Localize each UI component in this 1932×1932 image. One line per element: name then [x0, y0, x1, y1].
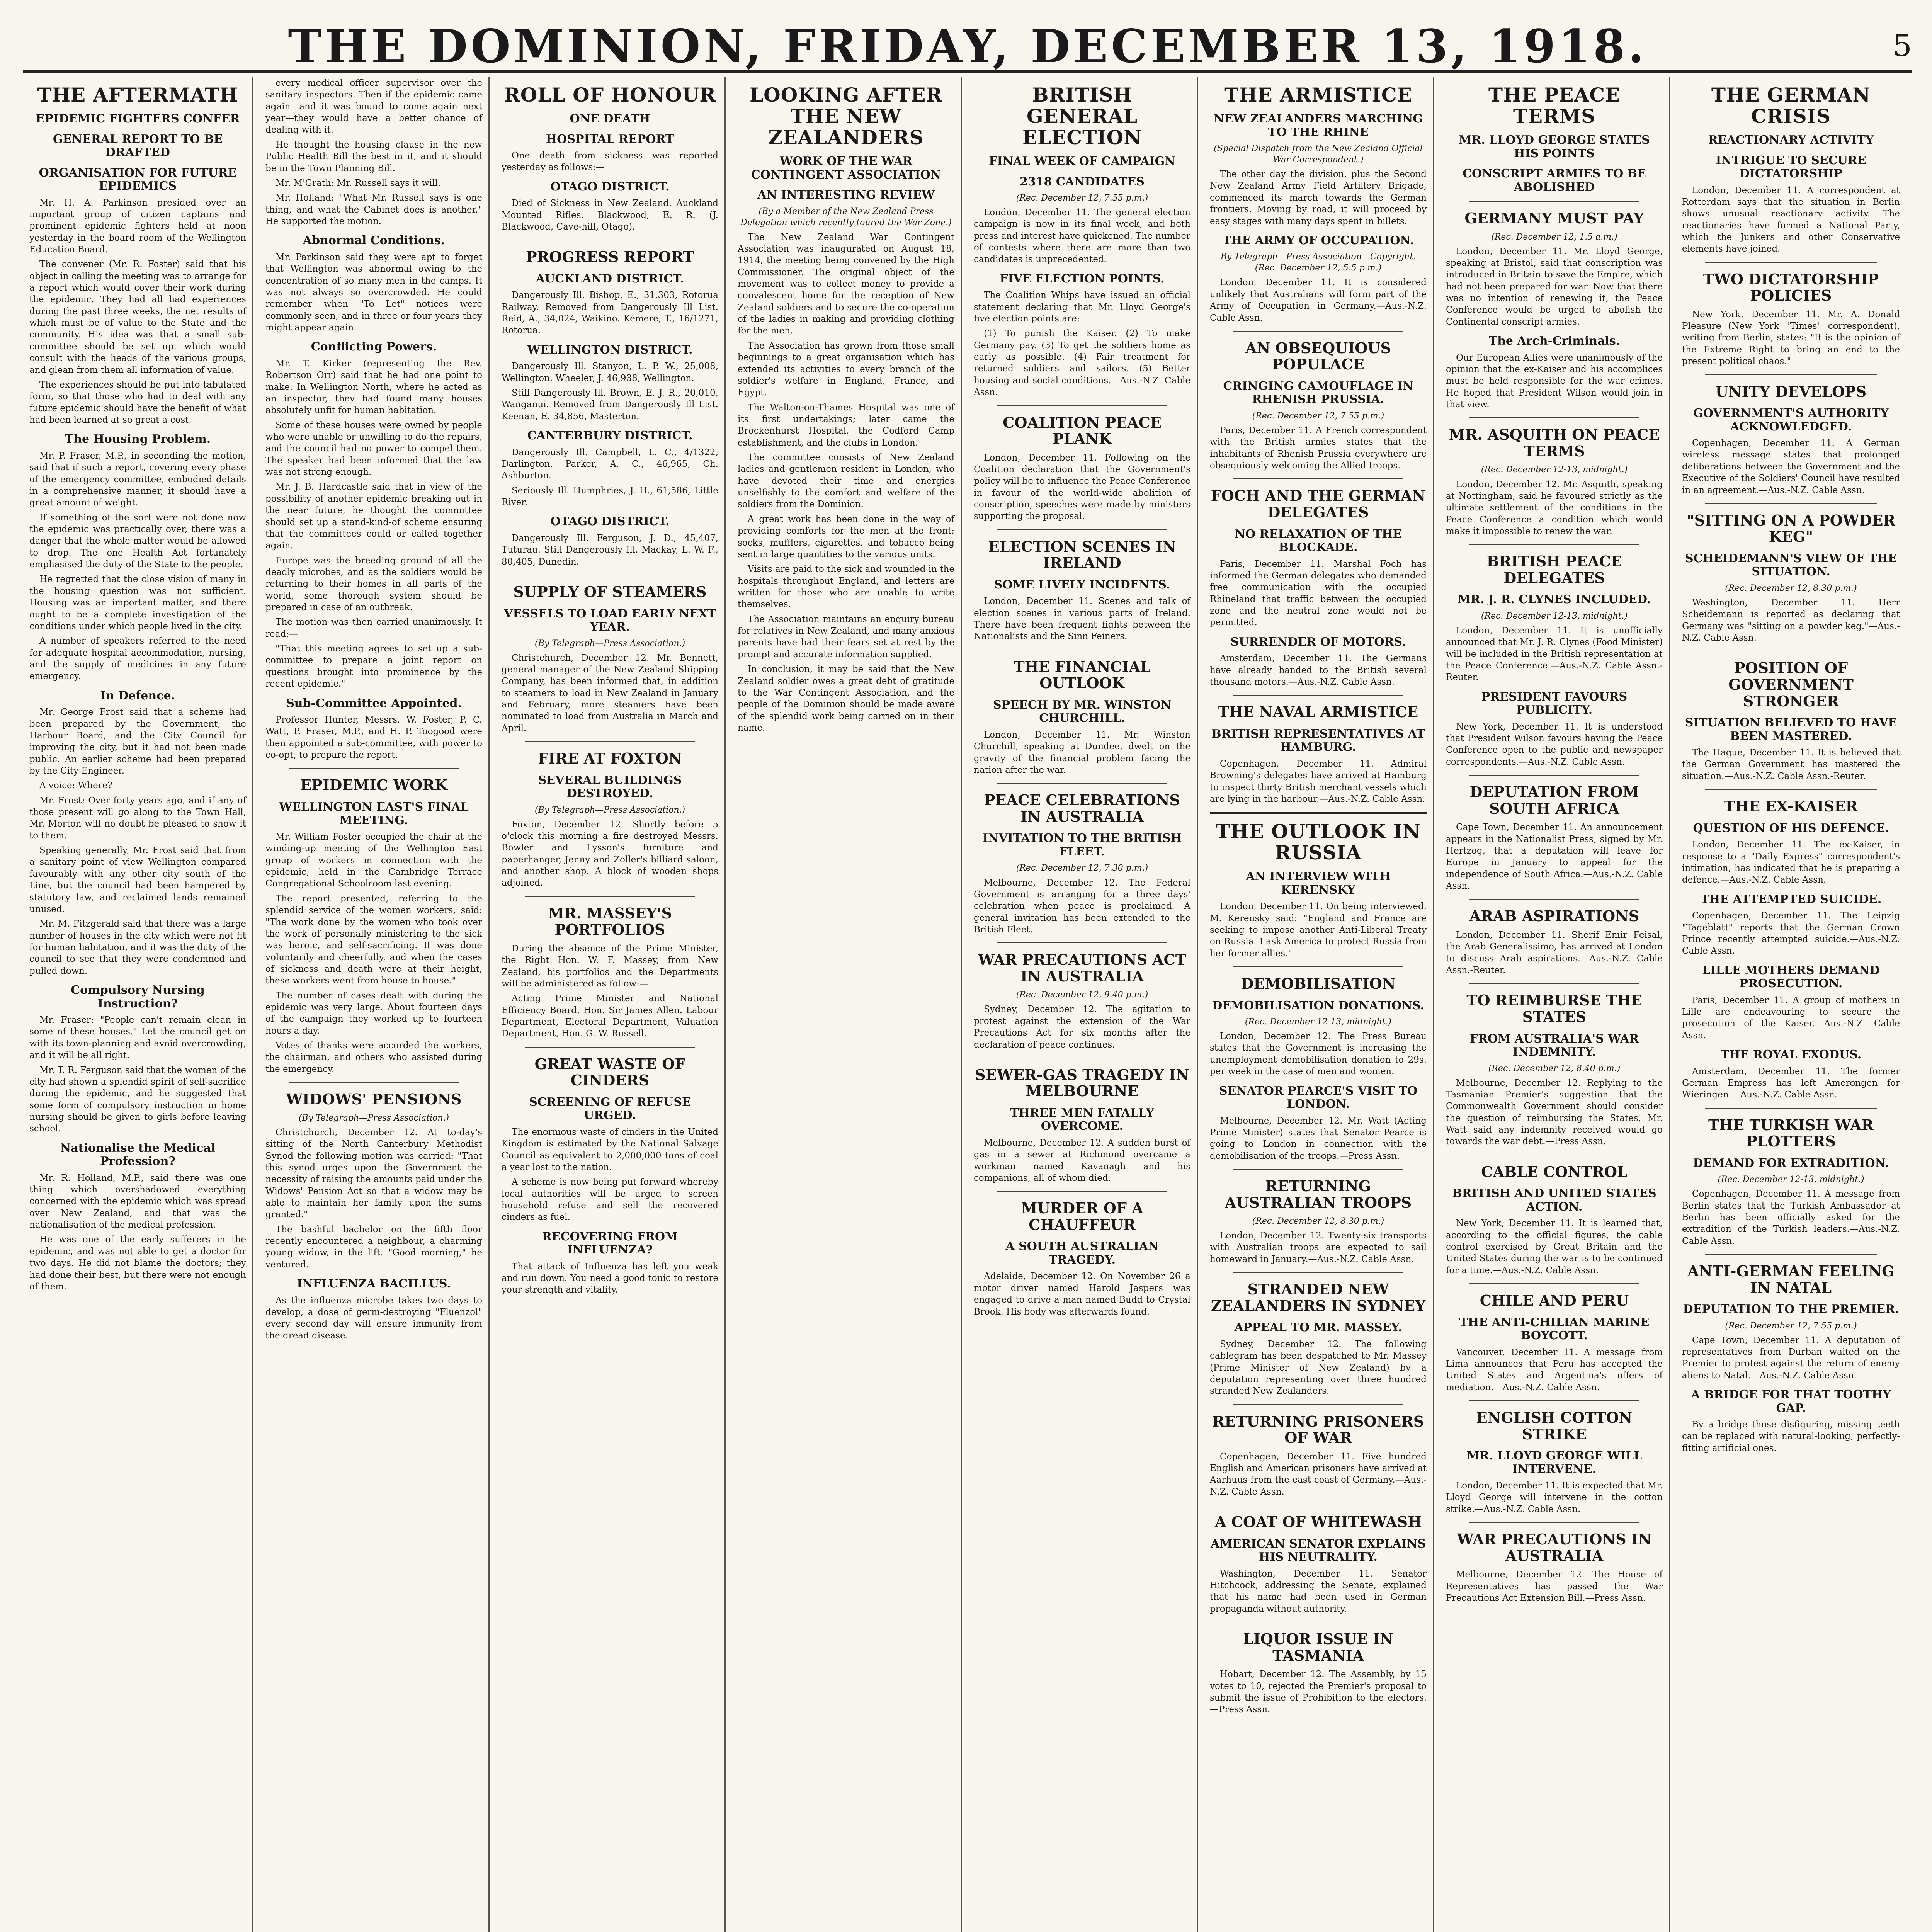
article-heading: WAR PRECAUTIONS IN AUSTRALIA: [1457, 1531, 1652, 1565]
subheading: OTAGO DISTRICT.: [550, 515, 670, 529]
article-paragraph: New York, December 11. Mr. A. Donald Pleasure (New York "Times" correspondent), writing from Berlin, states: "It is the opinion of the Extreme Right to bring an end to the present political chaos.": [1682, 309, 1900, 367]
article-paragraph: London, December 11. On being interviewed, M. Kerensky said: "England and France are seeking to impose another Anti-Liberal Treaty on Russia. I ask America to protect Russia from her former allies.": [1210, 901, 1427, 959]
article-paragraph: Sydney, December 12. The following cablegram has been despatched to Mr. Massey (Prime Minister of New Zealand) by a deputation representing over three hundred stranded New Zealanders.: [1210, 1339, 1427, 1396]
article-paragraph: During the absence of the Prime Minister, the Right Hon. W. F. Massey, from New Zealand, his portfolios and the Departments will be administered as follow:—: [502, 943, 718, 989]
article-heading: TO REIMBURSE THE STATES: [1466, 992, 1642, 1026]
article-heading: DEMOBILISATION: [1241, 975, 1396, 993]
article-divider: [1233, 1404, 1403, 1405]
article-divider: [1233, 1169, 1403, 1170]
article-paragraph: Amsterdam, December 11. The former German Empress has left Amerongen for Wieringen.—Aus.-N.Z. Cable Assn.: [1682, 1066, 1900, 1100]
dateline: (By Telegraph—Press Association.): [534, 805, 685, 815]
subheading: AN INTERESTING REVIEW: [757, 188, 935, 202]
subheading: DEMOBILISATION DONATIONS.: [1212, 998, 1424, 1012]
article-paragraph: Professor Hunter, Messrs. W. Foster, P. C. Watt, P. Fraser, M.P., and H. P. Toogood were then appointed a sub-committee, with power to co-opt, to prepare the report.: [265, 715, 482, 760]
subheading: GENERAL REPORT TO BE DRAFTED: [53, 132, 223, 159]
article-heading: RETURNING PRISONERS OF WAR: [1212, 1412, 1424, 1447]
article-heading: ANTI-GERMAN FEELING IN NATAL: [1687, 1262, 1895, 1296]
article-paragraph: London, December 12. Mr. Asquith, speaking at Nottingham, said he favoured strictly as the ultimate settlement of the conditions in the Peace Conference a condition which would make it impossible to renew the war.: [1446, 479, 1663, 536]
headline: BRITISH GENERAL ELECTION: [1022, 83, 1142, 149]
subheading: FIVE ELECTION POINTS.: [1000, 272, 1165, 286]
article-divider: [1469, 1400, 1639, 1401]
article-heading: ARAB ASPIRATIONS: [1469, 907, 1639, 925]
subheading: FINAL WEEK OF CAMPAIGN: [989, 155, 1175, 168]
article-paragraph: Mr. George Frost said that a scheme had been prepared by the Government, the Harbour Board, and the City Council for improving the city, but it had not been made public. An earlier scheme had been prepared by the City Engineer.: [29, 707, 246, 776]
columns-container: [23, 77, 1912, 1932]
article-paragraph: As the influenza microbe takes two days to develop, a dose of germ-destroying "Fluenzol" every second day will ensure immunity from the dread disease.: [265, 1295, 482, 1341]
article-heading: MR. ASQUITH ON PEACE TERMS: [1449, 426, 1660, 460]
article-divider: [1233, 1272, 1403, 1273]
article-paragraph: Mr. M. Fitzgerald said that there was a large number of houses in the city which were not fit for human habitation, and it was the duty of the council to see that they were condemned and pulled down.: [29, 919, 246, 976]
subheading: SCHEIDEMANN'S VIEW OF THE SITUATION.: [1685, 551, 1897, 579]
article-heading: MURDER OF A CHAUFFEUR: [1021, 1199, 1143, 1233]
subheading: A SOUTH AUSTRALIAN TRAGEDY.: [1005, 1240, 1159, 1267]
article-paragraph: One death from sickness was reported yesterday as follows:—: [502, 151, 718, 173]
subheading: PRESIDENT FAVOURS PUBLICITY.: [1481, 690, 1628, 717]
headline: THE ARMISTICE: [1224, 83, 1412, 106]
article-paragraph: Melbourne, December 12. Mr. Watt (Acting Prime Minister) states that Senator Pearce is going to London in connection with the demobilisation of the troops.—Press Assn.: [1210, 1116, 1427, 1161]
dateline: (Rec. December 12, 7.55 p.m.): [1725, 1321, 1857, 1331]
article-paragraph: The Association maintains an enquiry bureau for relatives in New Zealand, and many anxious parents have had their fears set at rest by the prompt and accurate information supplied.: [738, 614, 954, 660]
subheading: The Arch-Criminals.: [1488, 334, 1620, 348]
article-heading: FOCH AND THE GERMAN DELEGATES: [1211, 487, 1426, 521]
article-heading: THE FINANCIAL OUTLOOK: [1014, 658, 1151, 692]
headline: LOOKING AFTER THE NEW ZEALANDERS: [749, 83, 943, 149]
headline: THE OUTLOOK IN RUSSIA: [1216, 820, 1421, 864]
article-paragraph: Seriously Ill. Humphries, J. H., 61,586, Little River.: [502, 485, 718, 508]
subheading: SEVERAL BUILDINGS DESTROYED.: [538, 773, 682, 801]
article-heading: THE EX-KAISER: [1724, 798, 1858, 815]
article-paragraph: The Coalition Whips have issued an official statement declaring that Mr. Lloyd George's five election points are:: [974, 290, 1190, 324]
subheading: EPIDEMIC FIGHTERS CONFER: [36, 112, 240, 126]
article-paragraph: Foxton, December 12. Shortly before 5 o'clock this morning a fire destroyed Messrs. Bowler and Lysson's furniture and paperhanger, Jenny and Zoller's billiard saloon, and another shop. A block of wooden shops adjoined.: [502, 819, 718, 888]
subheading: THE ANTI-CHILIAN MARINE BOYCOTT.: [1459, 1315, 1650, 1343]
dateline: (Rec. December 12, 7.55 p.m.): [1252, 411, 1384, 421]
article-heading: THE TURKISH WAR PLOTTERS: [1708, 1116, 1874, 1150]
article-heading: UNITY DEVELOPS: [1715, 383, 1867, 400]
article-divider: [997, 405, 1167, 406]
article-paragraph: London, December 11. A correspondent at Rotterdam says that the situation in Berlin shows unusual reactionary activity. The reactionaries have formed a National Party, which the Junkers and other Conservative elements have joined.: [1682, 185, 1900, 254]
article-divider: [289, 768, 459, 769]
article-divider: [1469, 417, 1639, 418]
article-heading: MR. MASSEY'S PORTFOLIOS: [548, 904, 672, 939]
subheading: SPEECH BY MR. WINSTON CHURCHILL.: [993, 698, 1172, 725]
article-paragraph: Mr. T. R. Ferguson said that the women of the city had shown a splendid spirit of self-sacrifice during the epidemic, and he suggested that some form of compulsory instruction in home nursing should be given to girls before leaving school.: [29, 1065, 246, 1134]
article-paragraph: Our European Allies were unanimously of the opinion that the ex-Kaiser and his accomplices must be held responsible for the war crimes. He hoped that President Wilson would join in that view.: [1446, 352, 1663, 410]
article-heading: BRITISH PEACE DELEGATES: [1486, 553, 1622, 587]
article-heading: LIQUOR ISSUE IN TASMANIA: [1243, 1630, 1393, 1664]
subheading: WELLINGTON DISTRICT.: [527, 343, 693, 357]
article-paragraph: A number of speakers referred to the need for adequate hospital accommodation, nursing, and the supply of medicines in any future emergency.: [29, 636, 246, 682]
column-3: [495, 77, 726, 1932]
headline: THE PEACE TERMS: [1488, 83, 1621, 128]
article-heading: DEPUTATION FROM SOUTH AFRICA: [1469, 783, 1639, 817]
subheading: CONSCRIPT ARMIES TO BE ABOLISHED: [1463, 167, 1646, 194]
subheading: MR. LLOYD GEORGE STATES HIS POINTS: [1459, 133, 1650, 160]
subheading: MR. J. R. CLYNES INCLUDED.: [1458, 593, 1651, 607]
subheading: The Housing Problem.: [65, 432, 211, 446]
article-heading: "SITTING ON A POWDER KEG": [1686, 511, 1896, 546]
subheading: THREE MEN FATALLY OVERCOME.: [1010, 1106, 1154, 1133]
article-paragraph: Copenhagen, December 11. A German wireless message states that prolonged deliberations between the Government and the Executive of the Soldiers' Council have resulted in an agreement.—Aus.-N.Z. Cable Assn.: [1682, 438, 1900, 495]
subheading: QUESTION OF HIS DEFENCE.: [1693, 821, 1889, 835]
article-paragraph: The bashful bachelor on the fifth floor recently encountered a neighbour, a charming young widow, in the lift. "Good morning," he ventured.: [265, 1224, 482, 1270]
article-paragraph: London, December 11. Following on the Coalition declaration that the Government's policy will be to influence the Peace Conference in favour of the world-wide abolition of conscription, speeches were made by ministers supporting the proposal.: [974, 452, 1190, 522]
article-divider: [1705, 1108, 1877, 1109]
article-paragraph: He regretted that the close vision of many in the housing question was not sufficient. Housing was an important matter, and there ought to be a complete investigation of the conditions under which people lived in the city.: [29, 574, 246, 631]
article-paragraph: London, December 11. The general election campaign is now in its final week, and both press and interest have quickened. The number of contests where there are more than two candidates is unprecedented.: [974, 207, 1190, 265]
article-paragraph: Adelaide, December 12. On November 26 a motor driver named Harold Jaspers was engaged to drive a man named Budd to Crystal Brook. His body was afterwards found.: [974, 1271, 1190, 1317]
dateline: (Rec. December 12-13, midnight.): [1245, 1017, 1392, 1027]
article-paragraph: The Walton-on-Thames Hospital was one of its first undertakings; later came the Brockenhurst Hospital, the Codford Camp establishment, and the clubs in London.: [738, 402, 954, 448]
masthead: [23, 15, 1912, 73]
article-paragraph: Vancouver, December 11. A message from Lima announces that Peru has accepted the United States and Argentina's offers of mediation.—Aus.-N.Z. Cable Assn.: [1446, 1347, 1663, 1393]
article-heading: TWO DICTATORSHIP POLICIES: [1703, 270, 1879, 304]
subheading: BRITISH AND UNITED STATES ACTION.: [1452, 1187, 1656, 1214]
subheading: MR. LLOYD GEORGE WILL INTERVENE.: [1466, 1449, 1642, 1476]
article-paragraph: London, December 11. Mr. Lloyd George, speaking at Bristol, said that conscription was introduced in Britain to save the Empire, which had not been prepared for war. Now that there was no intention of renewing it, the Peace Conference would be urged to abolish the Continental conscript armies.: [1446, 246, 1663, 327]
article-paragraph: London, December 11. Mr. Winston Churchill, speaking at Dundee, dwelt on the gravity of the financial problem facing the nation after the war.: [974, 730, 1190, 776]
article-heading: COALITION PEACE PLANK: [1003, 413, 1162, 448]
article-divider: [525, 741, 695, 742]
dateline: (Special Dispatch from the New Zealand Official War Correspondent.): [1214, 144, 1423, 165]
article-heading: PROGRESS REPORT: [526, 248, 694, 266]
article-paragraph: Mr. Holland: "What Mr. Russell says is one thing, and what the Cabinet does is another." He supported the motion.: [265, 193, 482, 226]
article-paragraph: Paris, December 11. A group of mothers in Lille are endeavouring to secure the prosecution of the Kaiser.—Aus.-N.Z. Cable Assn.: [1682, 995, 1900, 1041]
dateline: (Rec. December 12, 8.40 p.m.): [1488, 1063, 1621, 1073]
article-divider: [1705, 789, 1877, 790]
article-paragraph: Acting Prime Minister and National Efficiency Board, Hon. Sir James Allen. Labour Department, Electoral Department, Valuation Department, Hon. G. W. Russell.: [502, 993, 718, 1039]
article-paragraph: The committee consists of New Zealand ladies and gentlemen resident in London, who have devoted their time and energies unselfishly to the comfort and welfare of the soldiers from the Dominion.: [738, 452, 954, 510]
article-paragraph: The motion was then carried unanimously. It read:—: [265, 617, 482, 639]
article-paragraph: London, December 11. Scenes and talk of election scenes in various parts of Ireland. There have been frequent fights between the Nationalists and the Sinn Feiners.: [974, 596, 1190, 642]
article-heading: WAR PRECAUTIONS ACT IN AUSTRALIA: [978, 951, 1187, 985]
article-paragraph: London, December 11. Sherif Emir Feisal, the Arab Generalissimo, has arrived at London to discuss Arab aspirations.—Aus.-N.Z. Cable Assn.-Reuter.: [1446, 930, 1663, 976]
article-divider: [1469, 775, 1639, 776]
subheading: Compulsory Nursing Instruction?: [71, 983, 205, 1010]
article-heading: PEACE CELEBRATIONS IN AUSTRALIA: [984, 791, 1180, 825]
dateline: (By Telegraph—Press Association.): [534, 638, 685, 648]
article-divider: [997, 783, 1167, 784]
article-heading: POSITION OF GOVERNMENT STRONGER: [1728, 659, 1854, 710]
article-paragraph: Some of these houses were owned by people who were unable or unwilling to do the repairs, and the council had no power to compel them. The speaker had been informed that the law was not strong enough.: [265, 420, 482, 478]
subheading: INTRIGUE TO SECURE DICTATORSHIP: [1716, 153, 1866, 180]
subheading: ORGANISATION FOR FUTURE EPIDEMICS: [39, 166, 237, 193]
dateline: (Rec. December 12, 8.30 p.m.): [1252, 1216, 1384, 1226]
subheading: INVITATION TO THE BRITISH FLEET.: [982, 832, 1182, 859]
subheading: NO RELAXATION OF THE BLOCKADE.: [1235, 527, 1402, 554]
article-paragraph: The Association has grown from those small beginnings to a great organisation which has extended its activities to every branch of the soldier's welfare in England, France, and Egypt.: [738, 340, 954, 398]
subheading: CANTERBURY DISTRICT.: [527, 429, 693, 443]
article-paragraph: Mr. H. A. Parkinson presided over an important group of citizen captains and prominent epidemic fighters held at noon yesterday in the board room of the Wellington Education Board.: [29, 197, 246, 255]
article-paragraph: Melbourne, December 12. The Federal Government is arranging for a three days' celebration when peace is proclaimed. A general invitation has been extended to the British Fleet.: [974, 878, 1190, 935]
subheading: AMERICAN SENATOR EXPLAINS HIS NEUTRALITY.: [1211, 1537, 1426, 1564]
article-divider: [1705, 374, 1877, 375]
subheading: AUCKLAND DISTRICT.: [536, 272, 684, 286]
article-divider: [289, 1082, 459, 1083]
subheading: SITUATION BELIEVED TO HAVE BEEN MASTERED.: [1685, 716, 1897, 743]
subheading: OTAGO DISTRICT.: [550, 180, 670, 194]
article-paragraph: A voice: Where?: [39, 781, 112, 791]
article-heading: GREAT WASTE OF CINDERS: [534, 1055, 685, 1089]
subheading: ONE DEATH: [570, 112, 650, 126]
column-6: [1204, 77, 1434, 1932]
subheading: HOSPITAL REPORT: [546, 132, 674, 146]
article-paragraph: The enormous waste of cinders in the United Kingdom is estimated by the National Salvage Council as equivalent to 2,000,000 tons of coal a year lost to the nation.: [502, 1127, 718, 1172]
article-divider: [1469, 1283, 1639, 1284]
article-heading: ENGLISH COTTON STRIKE: [1476, 1409, 1633, 1443]
article-divider: [1705, 503, 1877, 504]
article-paragraph: Mr. M'Grath: Mr. Russell says it will.: [276, 178, 441, 188]
subheading: 2318 CANDIDATES: [1019, 175, 1145, 189]
article-paragraph: Still Dangerously Ill. Brown, E. J. R., 20,010, Wanganui. Removed from Dangerously Ill List. Keenan, E. 34,856, Masterton.: [502, 388, 718, 422]
subheading: SCREENING OF REFUSE URGED.: [529, 1095, 691, 1122]
column-8: [1676, 77, 1906, 1932]
subheading: SENATOR PEARCE'S VISIT TO LONDON.: [1219, 1084, 1418, 1111]
article-paragraph: every medical officer supervisor over the sanitary inspectors. Then if the epidemic came again—and it was bound to come again next year—they would have a better chance of dealing with it.: [265, 78, 482, 135]
subheading: DEPUTATION TO THE PREMIER.: [1683, 1303, 1899, 1316]
article-paragraph: He was one of the early sufferers in the epidemic, and was not able to get a doctor for two days. He did not blame the doctors; they had done their best, but there were not enough of them.: [29, 1235, 246, 1292]
article-paragraph: (1) To punish the Kaiser. (2) To make Germany pay. (3) To get the soldiers home as early as possible. (4) Fair treatment for returned soldiers and sailors. (5) Better housing and social conditions.—Aus.-N.Z. Cable Assn.: [974, 328, 1190, 398]
article-paragraph: Melbourne, December 12. The House of Representatives has passed the War Precautions Act Extension Bill.—Press Assn.: [1446, 1570, 1663, 1603]
article-paragraph: London, December 11. It is expected that Mr. Lloyd George will intervene in the cotton strike.—Aus.-N.Z. Cable Assn.: [1446, 1481, 1663, 1514]
article-divider: [1469, 899, 1639, 900]
article-paragraph: Visits are paid to the sick and wounded in the hospitals throughout England, and letters are written for those who are unable to write themselves.: [738, 564, 954, 610]
article-paragraph: Speaking generally, Mr. Frost said that from a sanitary point of view Wellington compared favourably with any other city south of the Line, but the council had been hampered by statutory law, and reclaimed lands remained unused.: [29, 845, 246, 914]
dateline: By Telegraph—Press Association—Copyright. (Rec. December 12, 5.5 p.m.): [1220, 252, 1416, 273]
headline: THE AFTERMATH: [37, 83, 238, 106]
article-paragraph: Died of Sickness in New Zealand. Auckland Mounted Rifles. Blackwood, E. R. (J. Blackwood, Cave-hill, Otago).: [502, 198, 718, 232]
article-paragraph: Mr. William Foster occupied the chair at the winding-up meeting of the Wellington East group of workers in connection with the epidemic, held in the Cambridge Terrace Congregational Schoolroom last evening.: [265, 832, 482, 889]
article-heading: CHILE AND PERU: [1480, 1292, 1629, 1310]
subheading: In Defence.: [100, 689, 175, 702]
article-paragraph: Mr. T. Kirker (representing the Rev. Robertson Orr) said that he had one point to make. In Wellington North, where he acted as an inspector, they had found many houses absolutely unfit for human habitation.: [265, 358, 482, 416]
article-divider: [1705, 1254, 1877, 1255]
article-heading: SEWER-GAS TRAGEDY IN MELBOURNE: [975, 1066, 1189, 1100]
article-paragraph: Mr. Fraser: "People can't remain clean in some of these houses." Let the council get on with its town-planning and avoid overcrowding, and it will be all right.: [29, 1015, 246, 1061]
subheading: BRITISH REPRESENTATIVES AT HAMBURG.: [1211, 727, 1425, 754]
dateline: (Rec. December 12-13, midnight.): [1718, 1175, 1864, 1185]
article-paragraph: "That this meeting agrees to set up a sub-committee to prepare a joint report on questions brought into prominence by the recent epidemic.": [265, 644, 482, 689]
article-divider: [525, 896, 695, 897]
dateline: (Rec. December 12-13, midnight.): [1481, 465, 1628, 475]
article-paragraph: Melbourne, December 12. A sudden burst of gas in a sewer at Richmond overcame a workman named Kavanagh and his companions, all of whom died.: [974, 1138, 1190, 1184]
article-divider: [997, 1191, 1167, 1192]
article-paragraph: A scheme is now being put forward whereby local authorities will be urged to screen household refuse and sell the recovered cinders as fuel.: [502, 1177, 718, 1223]
subheading: LILLE MOTHERS DEMAND PROSECUTION.: [1702, 963, 1880, 991]
article-paragraph: The report presented, referring to the splendid service of the women workers, said: "The work done by the women who took over the work of personally ministering to the sick was heroic, and self-sacrificing. It was done voluntarily and cheerfully, and when the cases of sickness and death were at their height, these workers went from house to house.": [265, 893, 482, 986]
article-heading: AN OBSEQUIOUS POPULACE: [1245, 339, 1391, 373]
article-paragraph: Dangerously Ill. Stanyon, L. P. W., 25,008, Wellington. Wheeler, J. 46,938, Wellington.: [502, 361, 718, 383]
subheading: THE ATTEMPTED SUICIDE.: [1700, 892, 1882, 906]
article-heading: STRANDED NEW ZEALANDERS IN SYDNEY: [1211, 1281, 1426, 1315]
article-paragraph: Mr. J. B. Hardcastle said that in view of the possibility of another epidemic breaking out in the near future, he thought the committee should set up a stand-kind-of scheme ensuring that the committees could or called together again.: [265, 482, 482, 551]
subheading: VESSELS TO LOAD EARLY NEXT YEAR.: [504, 607, 716, 634]
article-divider: [1469, 983, 1639, 984]
article-paragraph: A great work has been done in the way of providing comforts for the men at the front; socks, mufflers, cigarettes, and tobacco being sent in large quantities to the various units.: [738, 514, 954, 560]
article-paragraph: Christchurch, December 12. At to-day's sitting of the North Canterbury Methodist Synod the following motion was carried: "That this synod urges upon the Government the necessity of raising the amounts paid under the Widows' Pension Act so that a widow may be able to maintain her family upon the sums granted.": [265, 1127, 482, 1220]
article-paragraph: Hobart, December 12. The Assembly, by 15 votes to 10, rejected the Premier's proposal to submit the issue of Prohibition to the electors.—Press Assn.: [1210, 1669, 1427, 1715]
dateline: (By a Member of the New Zealand Press Delegation which recently toured the War Zone.): [740, 206, 952, 228]
subheading: SOME LIVELY INCIDENTS.: [994, 578, 1170, 592]
article-heading: FIRE AT FOXTON: [538, 750, 682, 767]
article-paragraph: Mr. P. Fraser, M.P., in seconding the motion, said that if such a report, covering every phase of the emergency committee, embodied details in a comprehensive manner, it should have a great amount of weight.: [29, 451, 246, 508]
article-paragraph: Mr. R. Holland, M.P., said there was one thing which overshadowed everything concerned with the epidemic which was spread over New Zealand, and that was the nationalisation of the medical profession.: [29, 1173, 246, 1230]
subheading: Abnormal Conditions.: [303, 234, 445, 248]
article-paragraph: The convener (Mr. R. Foster) said that his object in calling the meeting was to arrange for a report which would cover their work during the epidemic. They had all had experiences during the past three weeks, the net results of which must be of value to the State and the community. His idea was that a small sub-committee should be set up, which would consult with the heads of the various groups, and glean from them all information of value.: [29, 259, 246, 375]
article-divider: [997, 942, 1167, 943]
subheading: Conflicting Powers.: [311, 340, 437, 354]
article-paragraph: The experiences should be put into tabulated form, so that those who had to deal with any future epidemic should have the benefit of what had been learned at so great a cost.: [29, 379, 246, 425]
article-paragraph: If something of the sort were not done now the epidemic was practically over, there was a danger that the whole matter would be allowed to drop. The one Health Act fortunately emphasised the duty of the State to the people.: [29, 512, 246, 570]
article-divider: [997, 529, 1167, 530]
article-paragraph: The Hague, December 11. It is believed that the German Government has mastered the situation.—Aus.-N.Z. Cable Assn.-Reuter.: [1682, 748, 1900, 781]
subheading: DEMAND FOR EXTRADITION.: [1693, 1156, 1889, 1170]
article-paragraph: Europe was the breeding ground of all the deadly microbes, and as the soldiers would be returning to their homes in all parts of the world, some thorough system should be prepared in case of an outbreak.: [265, 555, 482, 613]
article-paragraph: The New Zealand War Contingent Association was inaugurated on August 18, 1914, the meeting being convened by the High Commissioner. The original object of the movement was to collect money to provide a convalescent home for the reception of New Zealand soldiers and to secure the co-operation of the ladies in making and providing clothing for the men.: [738, 232, 954, 336]
article-paragraph: Dangerously Ill. Bishop, E., 31,303, Rotorua Railway. Removed from Dangerously Ill List. Reid, A., 34,024, Waikino. Kemere, T., 16/1271, Rotorua.: [502, 290, 718, 336]
article-paragraph: Christchurch, December 12. Mr. Bennett, general manager of the New Zealand Shipping Company, has been informed that, in addition to steamers to load in New Zealand in January and February, more steamers have been nominated to load from Australia in March and April.: [502, 653, 718, 733]
subheading: WORK OF THE WAR CONTINGENT ASSOCIATION: [751, 155, 941, 182]
article-divider: [1233, 331, 1403, 332]
subheading: AN INTERVIEW WITH KERENSKY: [1246, 870, 1391, 897]
subheading: NEW ZEALANDERS MARCHING TO THE RHINE: [1214, 112, 1423, 139]
dateline: (By Telegraph—Press Association.): [298, 1113, 449, 1123]
article-heading: THE NAVAL ARMISTICE: [1218, 703, 1418, 721]
article-paragraph: Paris, December 11. A French correspondent with the British armies states that the inhabitants of Rhenish Prussia everywhere are obsequiously welcoming the Allied troops.: [1210, 425, 1427, 471]
article-paragraph: He thought the housing clause in the new Public Health Bill the best in it, and it should be in the Town Planning Bill.: [265, 139, 482, 173]
subheading: WELLINGTON EAST'S FINAL MEETING.: [279, 800, 469, 827]
column-1: [23, 77, 253, 1932]
page-number: 5: [1893, 29, 1912, 63]
article-paragraph: Cape Town, December 11. A deputation of representatives from Durban waited on the Premier to protest against the return of enemy aliens to Natal.—Aus.-N.Z. Cable Assn.: [1682, 1335, 1900, 1381]
article-heading: SUPPLY OF STEAMERS: [513, 583, 707, 600]
article-paragraph: Melbourne, December 12. Replying to the Tasmanian Premier's suggestion that the Commonwealth Government should consider the question of reimbursing the States, Mr. Watt said any indemnity received would go towards the war debt.—Press Assn.: [1446, 1078, 1663, 1147]
article-paragraph: Dangerously Ill. Campbell, L. C., 4/1322, Darlington. Parker, A. C., 46,965, Ch. Ashburton.: [502, 447, 718, 481]
article-divider: [1233, 695, 1403, 696]
dateline: (Rec. December 12, 9.40 p.m.): [1016, 990, 1148, 1000]
article-paragraph: London, December 12. Twenty-six transports with Australian troops are expected to sail homeward in January.—Aus.-N.Z. Cable Assn.: [1210, 1231, 1427, 1264]
headline: THE GERMAN CRISIS: [1711, 83, 1871, 128]
article-heading: GERMANY MUST PAY: [1464, 209, 1644, 227]
article-heading: ELECTION SCENES IN IRELAND: [988, 537, 1176, 572]
column-2: [259, 77, 490, 1932]
subheading: THE ARMY OF OCCUPATION.: [1222, 233, 1414, 247]
dateline: (Rec. December 12-13, midnight.): [1481, 611, 1628, 621]
article-paragraph: Mr. Parkinson said they were apt to forget that Wellington was abnormal owing to the concentration of so many men in the camps. It was not always so overcrowded. He could remember when "To Let" notices were commonly seen, and in three or four years they might appear again.: [265, 252, 482, 333]
newspaper-title: THE DOMINION, FRIDAY, DECEMBER 13, 1918.: [288, 19, 1647, 73]
article-paragraph: That attack of Influenza has left you weak and run down. You need a good tonic to restore your strength and vitality.: [502, 1261, 718, 1295]
article-paragraph: In conclusion, it may be said that the New Zealand soldier owes a great debt of gratitude to the War Contingent Association, and the people of the Dominion should be made aware of the splendid work being carried on in their name.: [738, 664, 954, 733]
article-heading: WIDOWS' PENSIONS: [286, 1090, 462, 1108]
headline: ROLL OF HONOUR: [504, 83, 716, 106]
subheading: Nationalise the Medical Profession?: [60, 1141, 216, 1168]
article-paragraph: The number of cases dealt with during the epidemic was very large. About fourteen days of the campaign they worked up to fourteen hours a day.: [265, 990, 482, 1036]
dateline: (Rec. December 12, 7.30 p.m.): [1016, 863, 1148, 873]
article-paragraph: London, December 11. It is considered unlikely that Australians will form part of the Army of Occupation in Germany.—Aus.-N.Z. Cable Assn.: [1210, 277, 1427, 323]
article-paragraph: By a bridge those disfiguring, missing teeth can be replaced with natural-looking, perfectly-fitting artificial ones.: [1682, 1420, 1900, 1453]
dateline: (Rec. December 12, 1.5 a.m.): [1491, 232, 1617, 242]
column-7: [1440, 77, 1670, 1932]
article-paragraph: The other day the division, plus the Second New Zealand Army Field Artillery Brigade, commenced its march towards the German frontiers. Moving by road, it will proceed by easy stages with many days spent in billets.: [1210, 169, 1427, 226]
subheading: Sub-Committee Appointed.: [286, 696, 462, 710]
article-paragraph: London, December 11. It is unofficially announced that Mr. J. R. Clynes (Food Minister) will be included in the British representation at the Peace Conference.—Aus.-N.Z. Cable Assn.-Reuter.: [1446, 625, 1663, 683]
subheading: INFLUENZA BACILLUS.: [297, 1277, 451, 1291]
article-paragraph: Washington, December 11. Senator Hitchcock, addressing the Senate, explained that his name had been used in German propaganda without authority.: [1210, 1568, 1427, 1614]
subheading: APPEAL TO MR. MASSEY.: [1234, 1321, 1402, 1335]
article-paragraph: Copenhagen, December 11. Admiral Browning's delegates have arrived at Hamburg to inspect thirty British merchant vessels which are lying in the harbour.—Aus.-N.Z. Cable Assn.: [1210, 759, 1427, 804]
article-paragraph: Copenhagen, December 11. The Leipzig "Tageblatt" reports that the German Crown Prince recently attempted suicide.—Aus.-N.Z. Cable Assn.: [1682, 911, 1900, 956]
article-heading: RETURNING AUSTRALIAN TROOPS: [1225, 1177, 1412, 1211]
subheading: A BRIDGE FOR THAT TOOTHY GAP.: [1691, 1388, 1891, 1415]
article-divider: [1469, 1522, 1639, 1523]
article-paragraph: Copenhagen, December 11. A message from Berlin states that the Turkish Ambassador at Berlin has been officially asked for the extradition of the Turkish leaders.—Aus.-N.Z. Cable Assn.: [1682, 1189, 1900, 1246]
subheading: THE ROYAL EXODUS.: [1720, 1048, 1862, 1062]
article-divider: [525, 1047, 695, 1048]
dateline: (Rec. December 12, 7.55 p.m.): [1016, 193, 1148, 203]
article-paragraph: Washington, December 11. Herr Scheidemann is reported as declaring that Germany was "sitting on a powder keg."—Aus.-N.Z. Cable Assn.: [1682, 598, 1900, 643]
article-paragraph: Amsterdam, December 11. The Germans have already handed to the British several thousand motors.—Aus.-N.Z. Cable Assn.: [1210, 653, 1427, 687]
article-divider: [1469, 201, 1639, 202]
subheading: REACTIONARY ACTIVITY: [1708, 133, 1874, 147]
article-divider: [1705, 262, 1877, 263]
subheading: RECOVERING FROM INFLUENZA?: [542, 1230, 678, 1257]
article-divider: [1233, 966, 1403, 967]
subheading: CRINGING CAMOUFLAGE IN RHENISH PRUSSIA.: [1223, 379, 1413, 406]
column-5: [968, 77, 1198, 1932]
article-paragraph: Copenhagen, December 11. Five hundred English and American prisoners have arrived at Aarhuus from the east coast of Germany.—Aus.-N.Z. Cable Assn.: [1210, 1451, 1427, 1497]
article-heading: EPIDEMIC WORK: [300, 776, 447, 794]
subheading: SURRENDER OF MOTORS.: [1230, 635, 1406, 649]
article-paragraph: New York, December 11. It is understood that President Wilson favours having the Peace Conference open to the public and newspaper correspondents.—Aus.-N.Z. Cable Assn.: [1446, 721, 1663, 767]
article-paragraph: Votes of thanks were accorded the workers, the chairman, and others who assisted during the emergency.: [265, 1041, 482, 1074]
subheading: GOVERNMENT'S AUTHORITY ACKNOWLEDGED.: [1693, 406, 1889, 434]
article-paragraph: New York, December 11. It is learned that, according to the official figures, the cable control exercised by Great Britain and the United States during the war is to be continued for a time.—Aus.-N.Z. Cable Assn.: [1446, 1218, 1663, 1276]
article-heading: CABLE CONTROL: [1481, 1163, 1628, 1180]
subheading: FROM AUSTRALIA'S WAR INDEMNITY.: [1469, 1032, 1639, 1059]
article-paragraph: Paris, December 11. Marshal Foch has informed the German delegates who demanded free communication with the occupied Rhineland that traffic between the occupied zone and the neutral zone would not be permitted.: [1210, 559, 1427, 628]
article-heading: A COAT OF WHITEWASH: [1215, 1513, 1422, 1531]
article-divider: [1469, 544, 1639, 545]
article-paragraph: London, December 11. The ex-Kaiser, in response to a "Daily Express" correspondent's intimation, has indicated that he is preparing a defence.—Aus.-N.Z. Cable Assn.: [1682, 840, 1900, 885]
article-paragraph: Mr. Frost: Over forty years ago, and if any of those present will go along to the Town Hall, Mr. Morton will no doubt be pleased to show it to them.: [29, 795, 246, 841]
column-4: [731, 77, 962, 1932]
article-paragraph: Sydney, December 12. The agitation to protest against the extension of the War Precautions Act for six months after the declaration of peace continues.: [974, 1004, 1190, 1050]
dateline: (Rec. December 12, 8.30 p.m.): [1725, 583, 1857, 593]
section-divider: [1210, 812, 1427, 814]
article-paragraph: Cape Town, December 11. An announcement appears in the Nationalist Press, signed by Mr. Hertzog, that a deputation will leave for Europe in January to appeal for the independence of South Africa.—Aus.-N.Z. Cable Assn.: [1446, 822, 1663, 891]
article-paragraph: Dangerously Ill. Ferguson, J. D., 45,407, Tuturau. Still Dangerously Ill. Mackay, L. W. F., 80,405, Dunedin.: [502, 533, 718, 567]
article-divider: [1233, 478, 1403, 479]
article-paragraph: London, December 12. The Press Bureau states that the Government is increasing the unemployment demobilisation donation to 29s. per week in the case of men and women.: [1210, 1031, 1427, 1077]
